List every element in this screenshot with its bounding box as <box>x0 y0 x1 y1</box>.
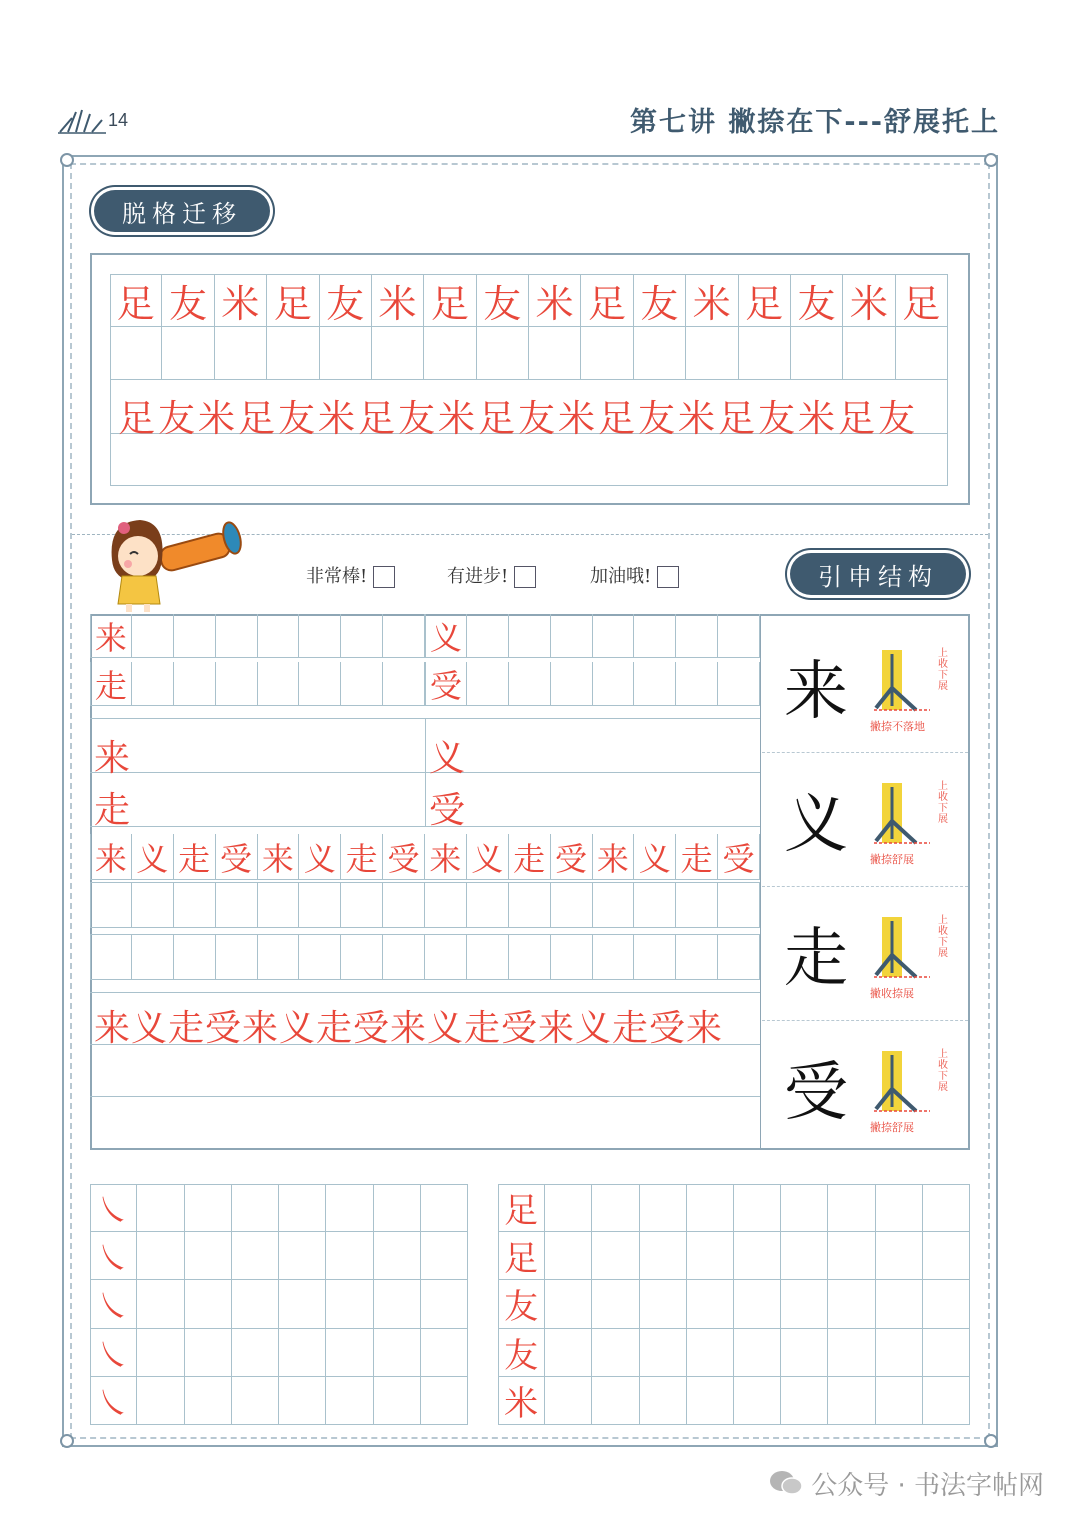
structure-item <box>762 886 968 1015</box>
practice-cell[interactable] <box>341 662 383 706</box>
practice-cell[interactable] <box>634 882 676 928</box>
practice-cell[interactable] <box>676 662 718 706</box>
line-model-char: 来 <box>94 738 131 779</box>
structure-item <box>762 1020 968 1149</box>
practice-cell[interactable] <box>687 1377 734 1425</box>
writing-line <box>90 1044 760 1045</box>
girl-telescope-illustration <box>100 510 250 619</box>
practice-cell[interactable] <box>545 1329 592 1377</box>
corner-ornament <box>60 153 74 167</box>
practice-cell[interactable] <box>425 882 467 928</box>
practice-cell[interactable] <box>216 614 258 658</box>
practice-cell[interactable] <box>828 1280 875 1328</box>
grid-cell: 友 <box>791 274 843 327</box>
practice-cell[interactable] <box>876 1377 923 1425</box>
practice-cell[interactable] <box>687 1232 734 1280</box>
practice-cell[interactable] <box>718 662 760 706</box>
practice-model-cell: 足 <box>498 1232 545 1280</box>
structure-char: 受 <box>784 1056 848 1130</box>
grid-cell: 米 <box>372 274 424 327</box>
practice-cell[interactable] <box>137 1377 184 1425</box>
practice-cell[interactable] <box>592 1232 639 1280</box>
rating-cheer-checkbox[interactable] <box>657 566 679 588</box>
practice-cell[interactable] <box>174 614 216 658</box>
practice-cell[interactable] <box>279 1184 326 1232</box>
practice-cell[interactable] <box>923 1280 970 1328</box>
grid-cell: 友 <box>162 274 214 327</box>
sequence-cell: 义 <box>467 834 509 880</box>
practice-cell[interactable] <box>421 1280 468 1328</box>
grid-cell: 足 <box>110 274 162 327</box>
practice-cell[interactable] <box>258 614 300 658</box>
grid-cell: 足 <box>581 274 633 327</box>
practice-cell[interactable] <box>174 882 216 928</box>
sequence-cell: 来 <box>593 834 635 880</box>
practice-cell[interactable] <box>781 1377 828 1425</box>
grid-cell-empty[interactable] <box>162 327 214 380</box>
sequence-cell: 受 <box>216 834 258 880</box>
practice-cell[interactable] <box>374 1329 421 1377</box>
practice-cell[interactable] <box>734 1184 781 1232</box>
practice-cell[interactable] <box>593 934 635 980</box>
practice-cell[interactable] <box>876 1329 923 1377</box>
sequence-cell: 义 <box>299 834 341 880</box>
grid-cell-empty[interactable] <box>896 327 948 380</box>
practice-cell[interactable] <box>640 1329 687 1377</box>
practice-cell[interactable] <box>258 662 300 706</box>
practice-cell[interactable] <box>781 1329 828 1377</box>
practice-cell[interactable] <box>923 1184 970 1232</box>
grid-cell: 足 <box>267 274 319 327</box>
rating-great <box>306 562 395 588</box>
practice-cell[interactable] <box>90 934 132 980</box>
rating-progress <box>447 562 536 588</box>
structure-note: 撇捺不落地 <box>870 720 925 733</box>
practice-cell[interactable] <box>132 662 174 706</box>
sequence-cell: 走 <box>174 834 216 880</box>
practice-model-cell: ㇏ <box>90 1184 137 1232</box>
practice-model-cell: 友 <box>498 1280 545 1328</box>
practice-cell[interactable] <box>734 1377 781 1425</box>
structure-char: 走 <box>784 922 848 996</box>
structure-note: 撇捺舒展 <box>870 853 914 866</box>
practice-cell[interactable] <box>545 1377 592 1425</box>
practice-cell[interactable] <box>137 1329 184 1377</box>
practice-cell-model: 受 <box>425 662 467 706</box>
practice-cell[interactable] <box>509 614 551 658</box>
practice-cell[interactable] <box>341 614 383 658</box>
practice-cell[interactable] <box>592 1329 639 1377</box>
practice-cell-model: 来 <box>90 614 132 658</box>
practice-cell[interactable] <box>509 934 551 980</box>
rating-great-checkbox[interactable] <box>373 566 395 588</box>
rating-cheer-label: 加油哦! <box>590 566 652 587</box>
practice-cell[interactable] <box>421 1184 468 1232</box>
practice-cell[interactable] <box>425 934 467 980</box>
practice-cell[interactable] <box>876 1184 923 1232</box>
practice-cell[interactable] <box>718 882 760 928</box>
practice-cell[interactable] <box>279 1377 326 1425</box>
grid-cell-empty[interactable] <box>110 327 162 380</box>
practice-cell[interactable] <box>326 1377 373 1425</box>
structure-side-note: 上收下展 <box>938 648 948 692</box>
practice-cell[interactable] <box>374 1280 421 1328</box>
sequence-cell: 受 <box>551 834 593 880</box>
practice-cell[interactable] <box>137 1232 184 1280</box>
practice-model-cell: 米 <box>498 1377 545 1425</box>
practice-cell-model: 走 <box>90 662 132 706</box>
practice-cell[interactable] <box>592 1280 639 1328</box>
practice-cell[interactable] <box>923 1377 970 1425</box>
practice-cell[interactable] <box>216 662 258 706</box>
practice-cell[interactable] <box>545 1232 592 1280</box>
grid-cell: 足 <box>424 274 476 327</box>
practice-cell[interactable] <box>592 1377 639 1425</box>
practice-cell[interactable] <box>676 934 718 980</box>
rating-progress-label: 有进步! <box>447 566 509 587</box>
practice-cell[interactable] <box>640 1184 687 1232</box>
practice-model-cell: ㇏ <box>90 1329 137 1377</box>
sequence-cell: 来 <box>425 834 467 880</box>
divider-line <box>425 718 426 826</box>
practice-cell[interactable] <box>137 1184 184 1232</box>
practice-cell[interactable] <box>232 1280 279 1328</box>
structure-item <box>762 620 968 748</box>
sequence-cell: 义 <box>132 834 174 880</box>
practice-cell[interactable] <box>374 1184 421 1232</box>
practice-cell[interactable] <box>185 1184 232 1232</box>
grid-cell: 足 <box>896 274 948 327</box>
grid-cell: 友 <box>320 274 372 327</box>
practice-cell[interactable] <box>551 614 593 658</box>
practice-cell-model: 义 <box>425 614 467 658</box>
corner-ornament <box>60 1434 74 1448</box>
practice-cell[interactable] <box>90 882 132 928</box>
structure-item <box>762 752 968 881</box>
writing-line <box>90 992 760 993</box>
grid-cell-empty[interactable] <box>739 327 791 380</box>
grid-cell: 米 <box>843 274 895 327</box>
practice-cell[interactable] <box>232 1184 279 1232</box>
rating-cheer <box>590 562 679 588</box>
watermark-text: 公众号 · 书法字帖网 <box>811 1471 1044 1501</box>
practice-cell[interactable] <box>326 1280 373 1328</box>
practice-cell[interactable] <box>545 1184 592 1232</box>
sequence-cell: 来 <box>258 834 300 880</box>
rating-great-label: 非常棒! <box>306 566 368 587</box>
practice-cell[interactable] <box>299 614 341 658</box>
grid-cell: 友 <box>477 274 529 327</box>
practice-cell[interactable] <box>383 614 425 658</box>
grass-icon <box>58 108 106 138</box>
practice-cell[interactable] <box>593 882 635 928</box>
sequence-cell: 受 <box>383 834 425 880</box>
practice-cell[interactable] <box>279 1232 326 1280</box>
practice-cell[interactable] <box>383 662 425 706</box>
practice-cell[interactable] <box>828 1232 875 1280</box>
practice-cell[interactable] <box>876 1280 923 1328</box>
wechat-icon <box>769 1469 803 1504</box>
practice-cell[interactable] <box>876 1232 923 1280</box>
practice-cell[interactable] <box>592 1184 639 1232</box>
column-divider <box>760 614 761 1150</box>
practice-cell[interactable] <box>509 882 551 928</box>
practice-cell[interactable] <box>341 882 383 928</box>
page-title: 第七讲 撇捺在下---舒展托上 <box>629 107 1000 138</box>
writing-line <box>90 1096 760 1097</box>
writing-line <box>90 826 760 827</box>
practice-cell[interactable] <box>718 614 760 658</box>
sequence-cell: 走 <box>509 834 551 880</box>
sequence-cell: 义 <box>634 834 676 880</box>
practice-cell[interactable] <box>467 934 509 980</box>
practice-model-cell: ㇏ <box>90 1280 137 1328</box>
practice-cell[interactable] <box>232 1377 279 1425</box>
sequence-line-text: 来义走受来义走受来义走受来义走受来 <box>94 1008 724 1049</box>
grid-cell-empty[interactable] <box>791 327 843 380</box>
section-badge-structure: 引申结构 <box>790 553 966 595</box>
practice-cell[interactable] <box>326 1232 373 1280</box>
practice-cell[interactable] <box>734 1280 781 1328</box>
practice-cell[interactable] <box>132 934 174 980</box>
practice-cell[interactable] <box>781 1280 828 1328</box>
practice-cell[interactable] <box>374 1377 421 1425</box>
structure-diagram-icon <box>870 648 940 722</box>
practice-cell[interactable] <box>734 1232 781 1280</box>
practice-cell[interactable] <box>551 882 593 928</box>
practice-cell[interactable] <box>734 1329 781 1377</box>
practice-cell[interactable] <box>640 1280 687 1328</box>
structure-note: 撇收捺展 <box>870 987 914 1000</box>
practice-cell[interactable] <box>326 1184 373 1232</box>
practice-cell[interactable] <box>185 1329 232 1377</box>
structure-char: 来 <box>784 655 848 729</box>
sequence-cell: 来 <box>90 834 132 880</box>
practice-cell[interactable] <box>467 882 509 928</box>
practice-cell[interactable] <box>551 934 593 980</box>
practice-cell[interactable] <box>551 662 593 706</box>
practice-cell[interactable] <box>781 1232 828 1280</box>
practice-cell[interactable] <box>923 1329 970 1377</box>
structure-diagram-icon <box>870 915 940 989</box>
practice-cell[interactable] <box>258 934 300 980</box>
practice-cell[interactable] <box>258 882 300 928</box>
practice-cell[interactable] <box>828 1184 875 1232</box>
grid-cell: 友 <box>634 274 686 327</box>
practice-cell[interactable] <box>687 1329 734 1377</box>
practice-cell[interactable] <box>232 1232 279 1280</box>
practice-cell[interactable] <box>421 1377 468 1425</box>
practice-cell[interactable] <box>634 662 676 706</box>
grid-cell-empty[interactable] <box>634 327 686 380</box>
practice-cell[interactable] <box>640 1377 687 1425</box>
grid-cell-empty[interactable] <box>581 327 633 380</box>
practice-cell[interactable] <box>828 1329 875 1377</box>
practice-cell[interactable] <box>132 614 174 658</box>
practice-cell[interactable] <box>299 662 341 706</box>
structure-diagram-icon <box>870 781 940 855</box>
practice-cell[interactable] <box>383 882 425 928</box>
structure-side-note: 上收下展 <box>938 781 948 825</box>
grid-cell-empty[interactable] <box>267 327 319 380</box>
practice-model-cell: 友 <box>498 1329 545 1377</box>
practice-cell[interactable] <box>174 662 216 706</box>
practice-model-cell: ㇏ <box>90 1232 137 1280</box>
grid-cell-empty[interactable] <box>529 327 581 380</box>
practice-cell[interactable] <box>326 1329 373 1377</box>
grid-cell-empty[interactable] <box>215 327 267 380</box>
line-model-char: 走 <box>94 790 131 831</box>
practice-cell[interactable] <box>174 934 216 980</box>
practice-cell[interactable] <box>421 1232 468 1280</box>
watermark <box>769 1465 1044 1504</box>
line-model-char: 义 <box>429 738 466 779</box>
practice-cell[interactable] <box>828 1377 875 1425</box>
practice-cell[interactable] <box>467 662 509 706</box>
structure-diagram-icon <box>870 1049 940 1123</box>
grid-cell: 米 <box>686 274 738 327</box>
corner-ornament <box>984 1434 998 1448</box>
practice-cell[interactable] <box>718 934 760 980</box>
grid-cell-empty[interactable] <box>477 327 529 380</box>
line-model-char: 受 <box>429 790 466 831</box>
practice-cell[interactable] <box>279 1280 326 1328</box>
grid-cell: 米 <box>529 274 581 327</box>
sequence-cell: 走 <box>676 834 718 880</box>
practice-cell[interactable] <box>137 1280 184 1328</box>
practice-cell[interactable] <box>545 1280 592 1328</box>
practice-cell[interactable] <box>781 1184 828 1232</box>
practice-cell[interactable] <box>216 934 258 980</box>
structure-char: 义 <box>784 788 848 862</box>
practice-model-cell: 足 <box>498 1184 545 1232</box>
practice-cell[interactable] <box>132 882 174 928</box>
transfer-line-text: 足友米足友米足友米足友米足友米足友米足友 <box>118 397 918 440</box>
grid-cell-empty[interactable] <box>372 327 424 380</box>
practice-cell[interactable] <box>509 662 551 706</box>
grid-cell: 足 <box>739 274 791 327</box>
practice-cell[interactable] <box>299 882 341 928</box>
practice-cell[interactable] <box>687 1184 734 1232</box>
practice-cell[interactable] <box>634 934 676 980</box>
grid-cell: 米 <box>215 274 267 327</box>
practice-cell[interactable] <box>279 1329 326 1377</box>
corner-ornament <box>984 153 998 167</box>
sequence-cell: 受 <box>718 834 760 880</box>
practice-cell[interactable] <box>593 662 635 706</box>
grid-cell-empty[interactable] <box>320 327 372 380</box>
practice-cell[interactable] <box>634 614 676 658</box>
grid-cell-empty[interactable] <box>424 327 476 380</box>
practice-cell[interactable] <box>299 934 341 980</box>
practice-cell[interactable] <box>374 1232 421 1280</box>
practice-cell[interactable] <box>185 1280 232 1328</box>
practice-cell[interactable] <box>687 1280 734 1328</box>
practice-cell[interactable] <box>676 882 718 928</box>
practice-cell[interactable] <box>467 614 509 658</box>
practice-cell[interactable] <box>676 614 718 658</box>
section-badge-transfer: 脱格迁移 <box>94 190 270 232</box>
practice-cell[interactable] <box>923 1232 970 1280</box>
practice-cell[interactable] <box>640 1232 687 1280</box>
structure-side-note: 上收下展 <box>938 1049 948 1093</box>
practice-cell[interactable] <box>421 1329 468 1377</box>
practice-model-cell: ㇏ <box>90 1377 137 1425</box>
structure-note: 撇捺舒展 <box>870 1121 914 1134</box>
practice-cell[interactable] <box>341 934 383 980</box>
practice-cell[interactable] <box>185 1232 232 1280</box>
sequence-cell: 走 <box>341 834 383 880</box>
rating-progress-checkbox[interactable] <box>514 566 536 588</box>
practice-cell[interactable] <box>216 882 258 928</box>
structure-side-note: 上收下展 <box>938 915 948 959</box>
practice-cell[interactable] <box>232 1329 279 1377</box>
page-number: 14 <box>108 110 129 130</box>
practice-cell[interactable] <box>383 934 425 980</box>
grid-cell-empty[interactable] <box>686 327 738 380</box>
practice-cell[interactable] <box>185 1377 232 1425</box>
practice-cell[interactable] <box>593 614 635 658</box>
grid-cell-empty[interactable] <box>843 327 895 380</box>
